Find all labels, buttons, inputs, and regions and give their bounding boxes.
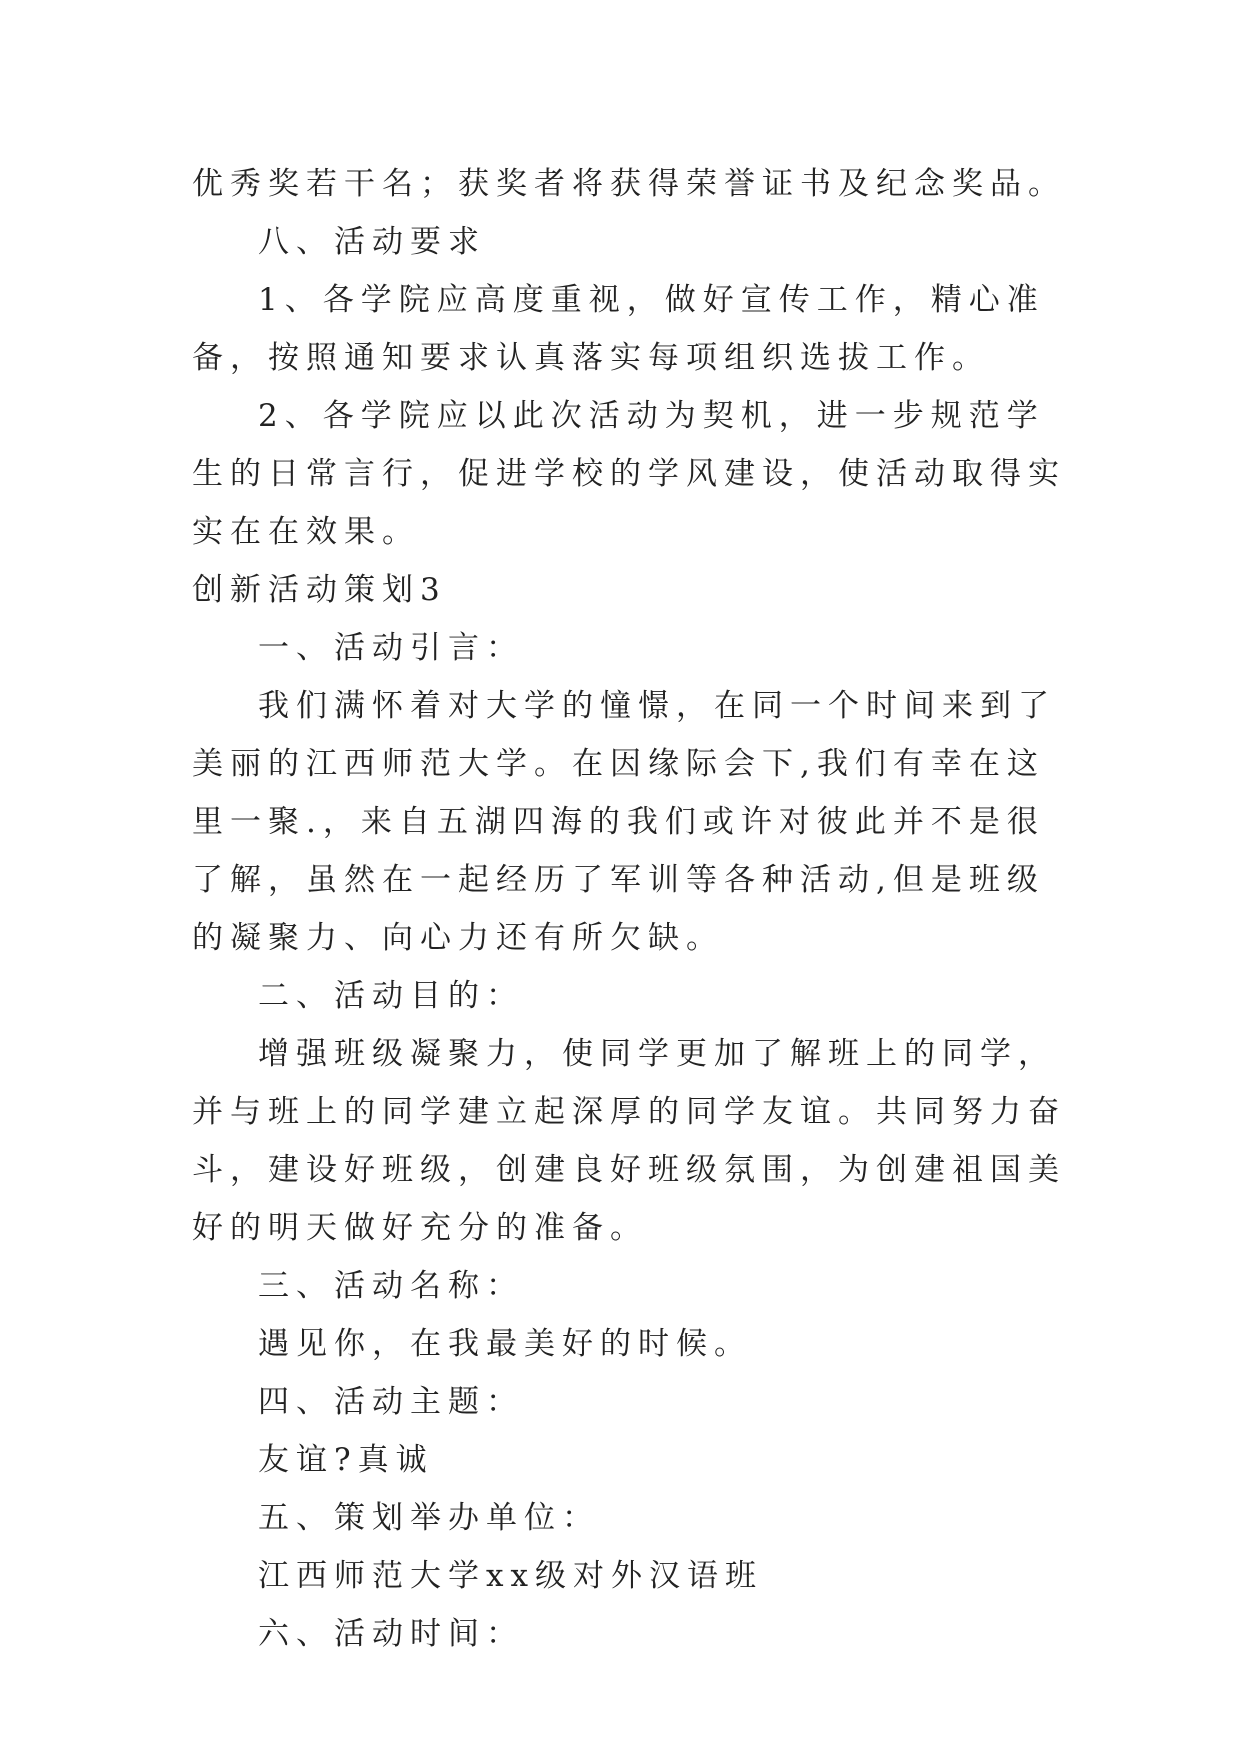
paragraph-introduction: 我们满怀着对大学的憧憬，在同一个时间来到了美丽的江西师范大学。在因缘际会下,我们有幸在这里一聚.，来自五湖四海的我们或许对彼此并不是很了解，虽然在一起经历了军训等各种活动,但是班级的凝聚力、向心力还有所欠缺。 — [192, 688, 1056, 956]
document-body — [192, 155, 1072, 1663]
paragraph-requirement-2: 2、各学院应以此次活动为契机，进一步规范学生的日常言行，促进学校的学风建设，使活动取得实实在在效果。 — [192, 398, 1066, 550]
paragraph-organizer: 江西师范大学xx级对外汉语班 — [258, 1558, 763, 1594]
paragraph-award-line: 优秀奖若干名；获奖者将获得荣誉证书及纪念奖品。 — [192, 166, 1066, 202]
paragraph-purpose: 增强班级凝聚力，使同学更加了解班上的同学，并与班上的同学建立起深厚的同学友谊。共同努力奋斗，建设好班级，创建良好班级氛围，为创建祖国美好的明天做好充分的准备。 — [192, 1036, 1066, 1246]
section-heading-theme: 四、活动主题： — [258, 1384, 524, 1420]
document-title-plan-3: 创新活动策划3 — [192, 572, 447, 608]
paragraph-requirement-1: 1、各学院应高度重视，做好宣传工作，精心准备，按照通知要求认真落实每项组织选拔工作。 — [192, 282, 1045, 376]
section-heading-requirements: 八、活动要求 — [258, 224, 486, 260]
paragraph-theme: 友谊?真诚 — [258, 1442, 434, 1478]
section-heading-purpose: 二、活动目的： — [258, 978, 524, 1014]
paragraph-activity-name: 遇见你，在我最美好的时候。 — [258, 1326, 752, 1362]
section-heading-time: 六、活动时间： — [258, 1616, 524, 1652]
section-heading-name: 三、活动名称： — [258, 1268, 524, 1304]
section-heading-introduction: 一、活动引言： — [258, 630, 524, 666]
section-heading-organizer: 五、策划举办单位： — [258, 1500, 600, 1536]
